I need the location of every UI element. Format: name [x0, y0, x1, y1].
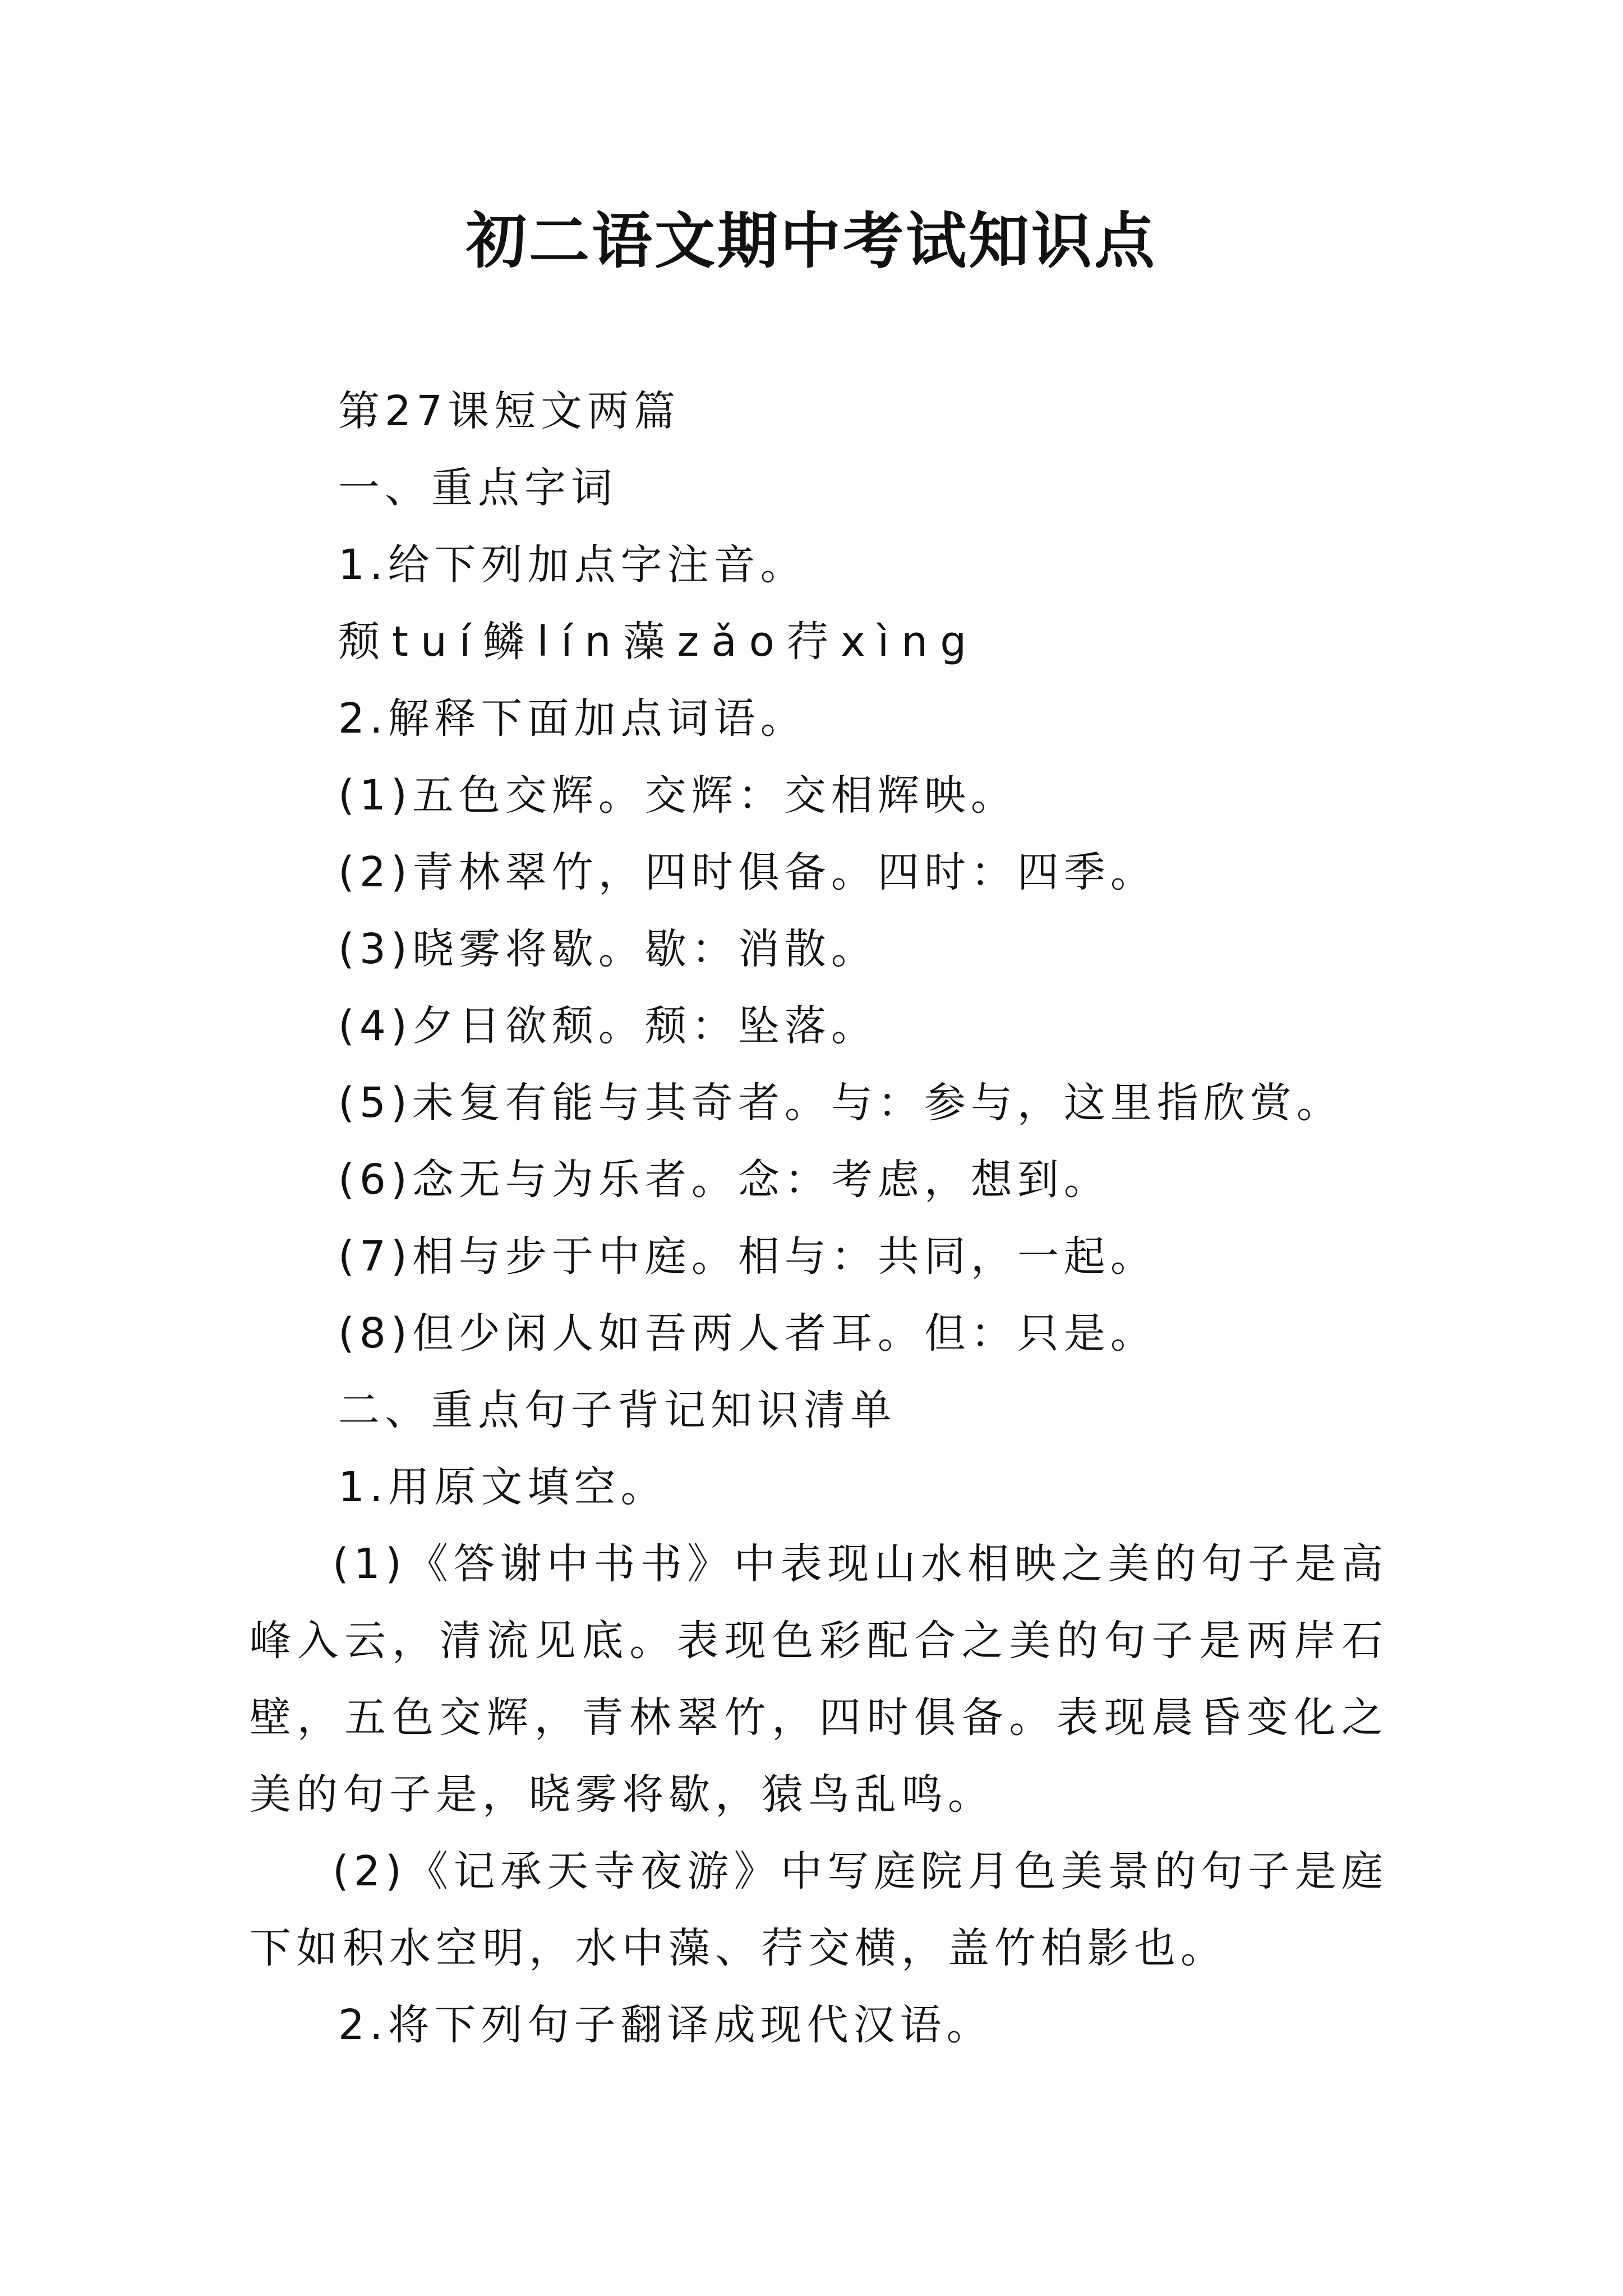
- document-title: 初二语文期中考试知识点: [465, 206, 1157, 277]
- translation-prompt: 2.将下列句子翻译成现代汉语。: [338, 2001, 993, 2049]
- definition-item: (7)相与步于中庭。相与：共同，一起。: [338, 1232, 1157, 1281]
- exercise-2-prompt: 2.解释下面加点词语。: [338, 694, 807, 743]
- definition-item: (1)五色交辉。交辉：交相辉映。: [338, 771, 1017, 820]
- pinyin-answers: 颓tuí鳞lín藻zǎo荇xìng: [338, 618, 979, 666]
- definition-item: (3)晓雾将歇。歇：消散。: [338, 925, 878, 973]
- definition-item: (5)未复有能与其奇者。与：参与，这里指欣赏。: [338, 1079, 1343, 1127]
- fill-in-prompt: 1.用原文填空。: [338, 1463, 667, 1511]
- fill-in-paragraph-2: (2)《记承天寺夜游》中写庭院月色美景的句子是庭下如积水空明，水中藻、荇交横，盖竹柏影也。: [250, 1847, 1388, 1972]
- definition-item: (2)青林翠竹，四时俱备。四时：四季。: [338, 848, 1157, 896]
- section-heading-vocabulary: 一、重点字词: [338, 464, 617, 512]
- fill-in-paragraph-1: (1)《答谢中书书》中表现山水相映之美的句子是高峰入云，清流见底。表现色彩配合之美的句子是两岸石壁，五色交辉，青林翠竹，四时俱备。表现晨昏变化之美的句子是，晓雾将歇，猿鸟乱鸣。: [250, 1540, 1388, 1819]
- exercise-1-prompt: 1.给下列加点字注音。: [338, 541, 807, 589]
- definition-item: (4)夕日欲颓。颓：坠落。: [338, 1002, 878, 1050]
- section-heading-sentences: 二、重点句子背记知识清单: [338, 1386, 897, 1434]
- lesson-heading: 第27课短文两篇: [338, 387, 681, 435]
- definition-item: (8)但少闲人如吾两人者耳。但：只是。: [338, 1309, 1157, 1358]
- definition-item: (6)念无与为乐者。念：考虑，想到。: [338, 1156, 1110, 1204]
- document-body: [250, 373, 1388, 2064]
